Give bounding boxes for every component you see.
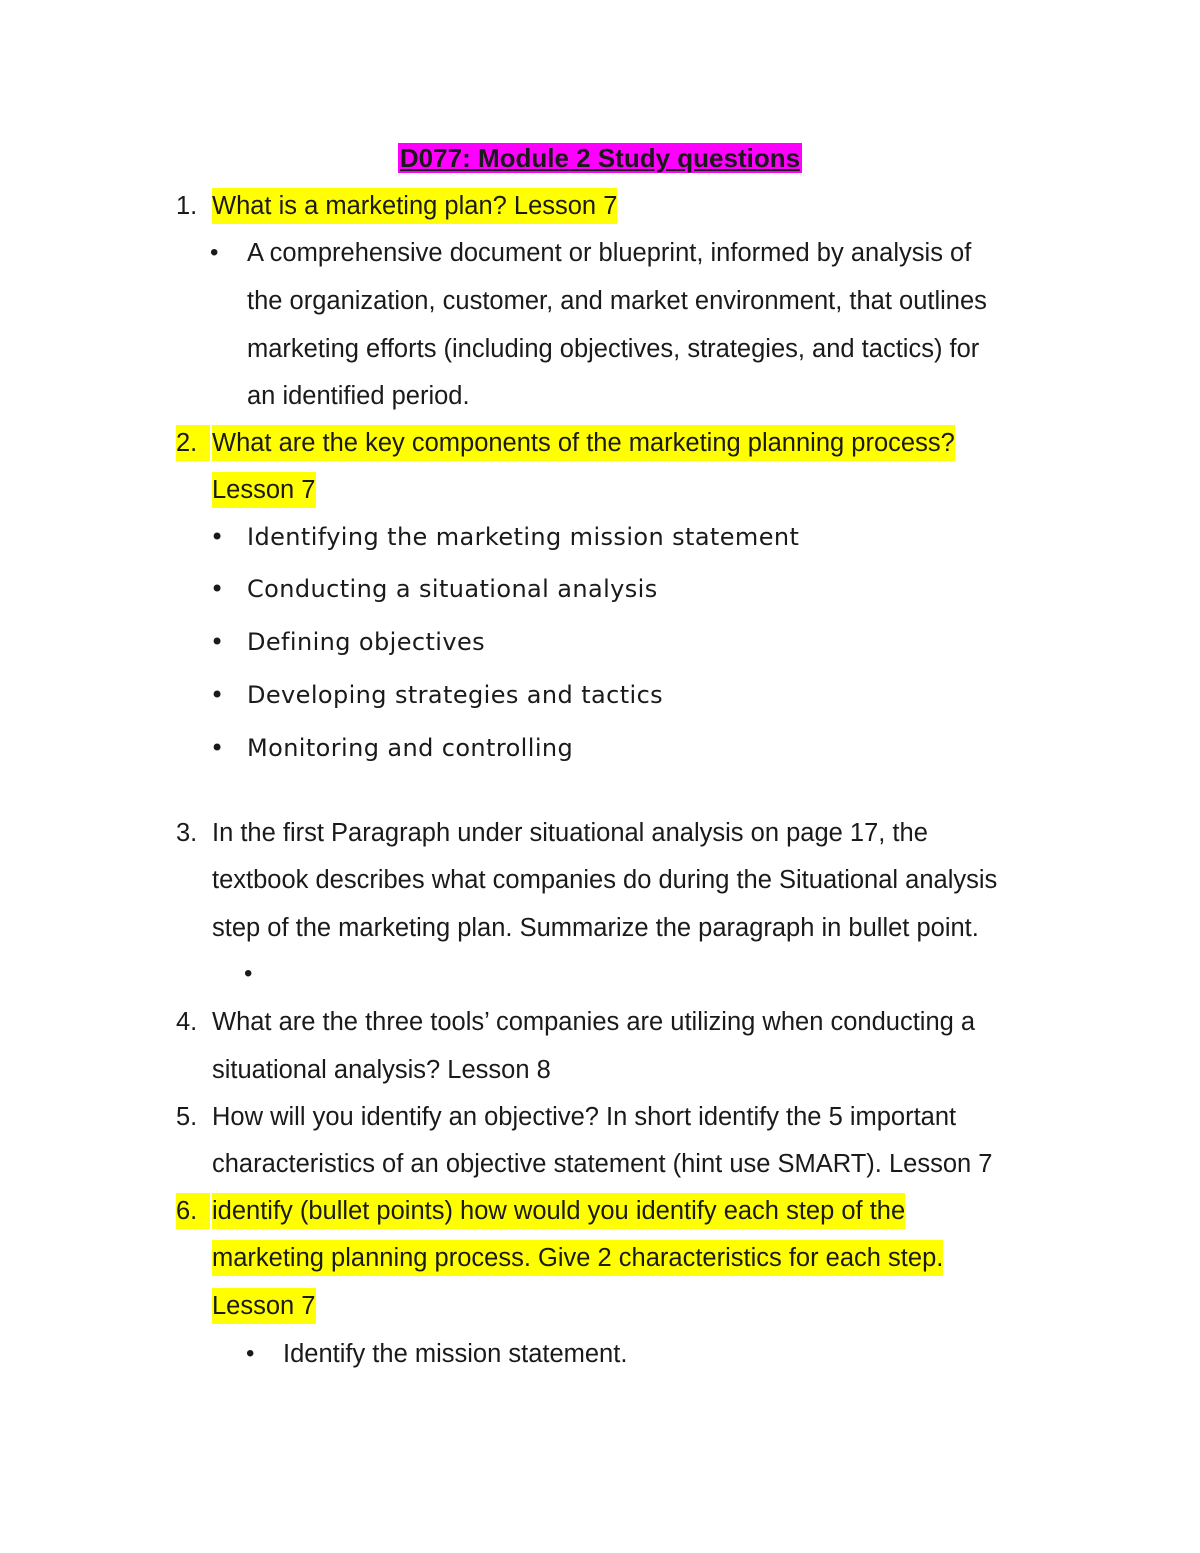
list-item-text: Monitoring and controlling <box>247 734 574 762</box>
question-2-text: Lesson 7 <box>212 472 316 508</box>
bullet-icon: • <box>210 681 225 709</box>
page-title <box>0 140 1200 176</box>
bullet-icon: • <box>210 575 225 603</box>
question-5-text: How will you identify an objective? In short identify the 5 important <box>212 1103 957 1131</box>
question-4-text: situational analysis? Lesson 8 <box>212 1056 551 1084</box>
question-3-number: 3. <box>176 819 198 847</box>
list-item-text: Identifying the marketing mission statement <box>247 523 800 551</box>
question-6-text: identify (bullet points) how would you identify each step of the <box>212 1193 905 1229</box>
answer-text: marketing efforts (including objectives, strategies, and tactics) for <box>247 335 980 363</box>
answer-text: A comprehensive document or blueprint, informed by analysis of <box>247 239 972 267</box>
question-3-text: In the first Paragraph under situational analysis on page 17, the <box>212 819 928 847</box>
list-item-text: Defining objectives <box>247 628 486 656</box>
bullet-icon: • <box>210 239 219 266</box>
question-1-number: 1. <box>176 192 198 220</box>
bullet-icon: • <box>210 523 225 551</box>
question-6-text: Lesson 7 <box>212 1288 316 1324</box>
question-6-text: marketing planning process. Give 2 characteristics for each step. <box>212 1240 943 1276</box>
list-item-text: Identify the mission statement. <box>283 1340 628 1368</box>
question-5-text: characteristics of an objective statement (hint use SMART). Lesson 7 <box>212 1150 993 1178</box>
list-item-text: Conducting a situational analysis <box>247 575 658 603</box>
question-2-text: What are the key components of the marketing planning process? <box>212 425 955 461</box>
question-4-text: What are the three tools’ companies are utilizing when conducting a <box>212 1008 976 1036</box>
question-4-number: 4. <box>176 1008 198 1036</box>
bullet-icon: • <box>246 1340 255 1367</box>
question-1-text: What is a marketing plan? Lesson 7 <box>212 188 617 224</box>
question-2-number: 2. <box>176 425 210 461</box>
bullet-icon: • <box>210 734 225 762</box>
bullet-icon: • <box>244 960 253 987</box>
question-6-number: 6. <box>176 1193 210 1229</box>
bullet-icon: • <box>210 628 225 656</box>
question-3-text: textbook describes what companies do during the Situational analysis <box>212 866 998 894</box>
question-3-text: step of the marketing plan. Summarize the paragraph in bullet point. <box>212 914 979 942</box>
list-item-text: Developing strategies and tactics <box>247 681 664 709</box>
question-5-number: 5. <box>176 1103 198 1131</box>
answer-text: the organization, customer, and market environment, that outlines <box>247 287 987 315</box>
page-title-text: D077: Module 2 Study questions <box>399 143 801 173</box>
answer-text: an identified period. <box>247 382 470 410</box>
